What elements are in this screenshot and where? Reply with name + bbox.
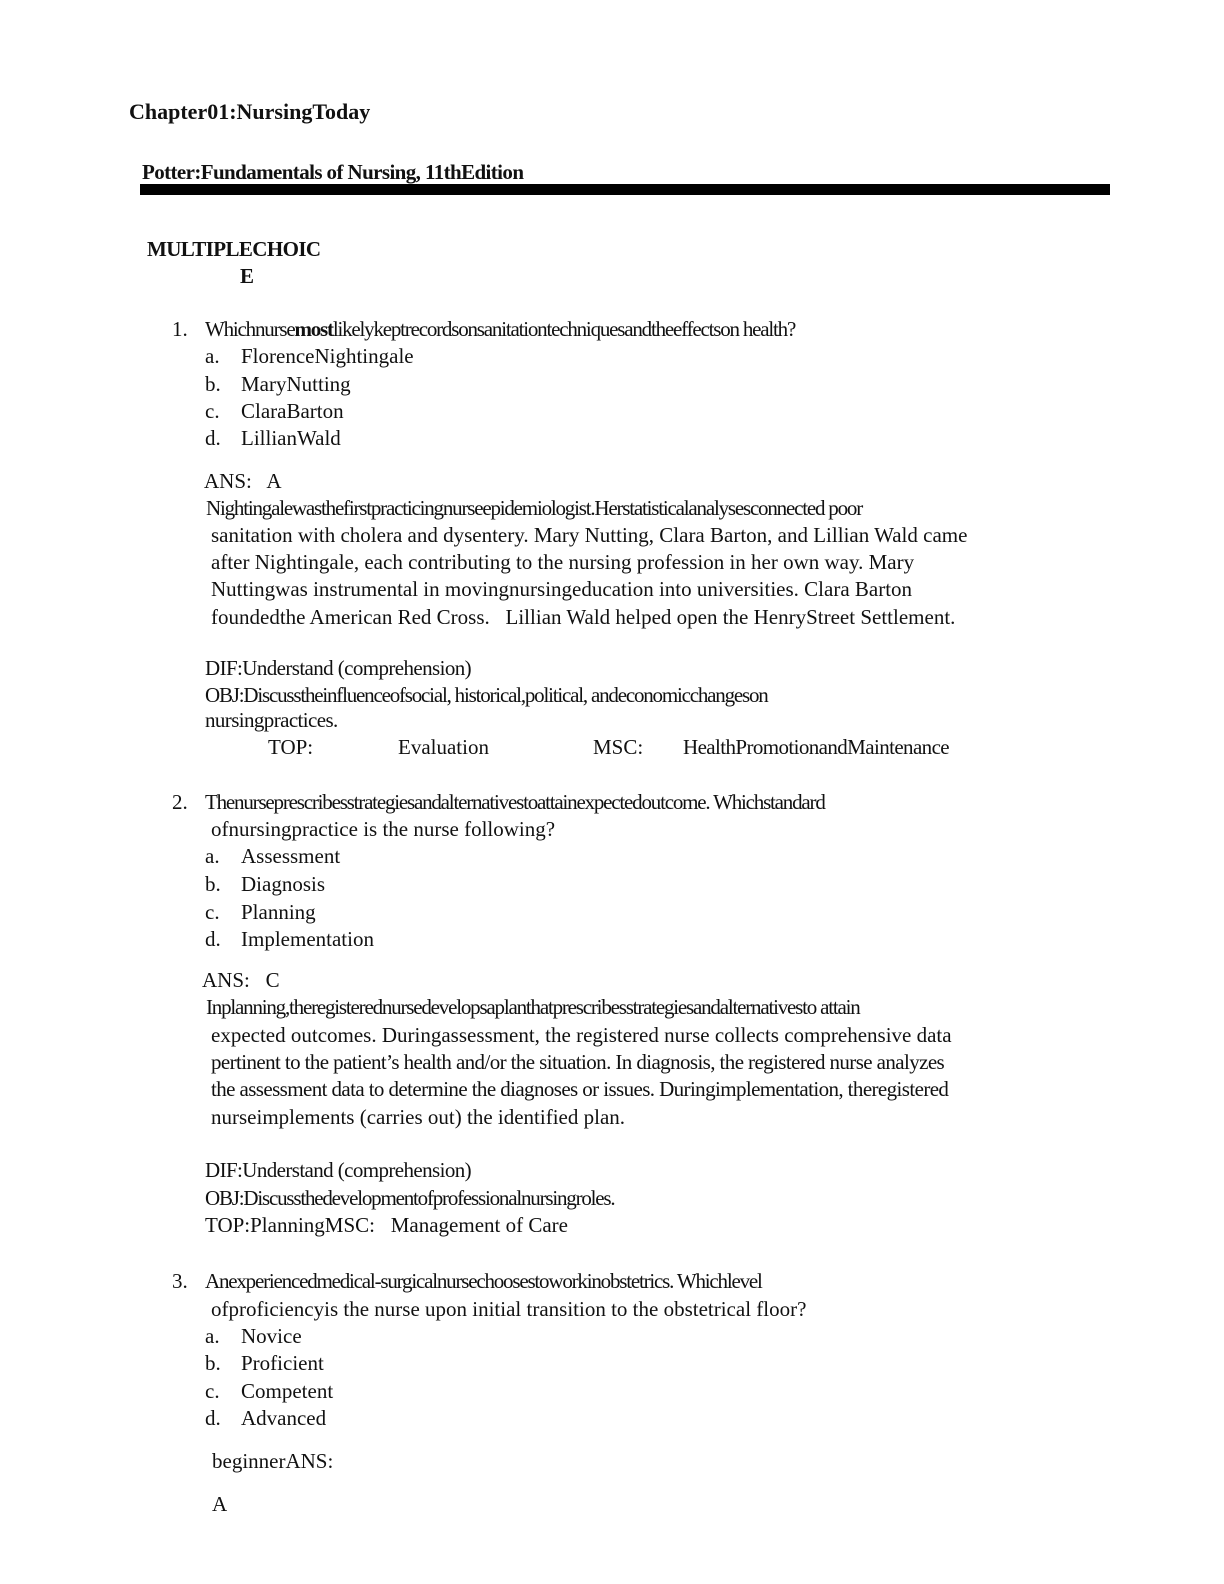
option-letter: b. — [205, 372, 221, 396]
option-d — [205, 1405, 326, 1431]
question-number: 3. — [172, 1269, 188, 1293]
question-stem-cont: ofproficiencyis the nurse upon initial transition to the obstetrical floor? — [211, 1297, 807, 1321]
difficulty: DIF:Understand (comprehension) — [205, 1158, 472, 1182]
option-a — [205, 1323, 302, 1349]
option-text: LillianWald — [241, 426, 341, 450]
option-letter: c. — [205, 900, 220, 924]
option-c — [205, 1378, 333, 1404]
header-rule — [140, 184, 1110, 195]
option-letter: a. — [205, 1324, 220, 1348]
question-stem-cont: ofnursingpractice is the nurse following? — [211, 817, 556, 841]
option-letter: d. — [205, 426, 221, 450]
chapter-title: Chapter01:NursingToday — [129, 99, 371, 124]
rationale-line: nurseimplements (carries out) the identified plan. — [211, 1105, 626, 1129]
rationale-line: the assessment data to determine the diagnoses or issues. Duringimplementation, theregistered — [211, 1077, 949, 1101]
objective: OBJ:Discusstheinfluenceofsocial, historical,political, andeconomicchangeson — [205, 683, 768, 707]
question-stem: Thenurseprescribesstrategiesandalternativestoattainexpectedoutcome. Whichstandard — [205, 790, 825, 814]
answer: ANS: A — [204, 469, 282, 493]
option-d — [205, 926, 374, 952]
rationale-line: after Nightingale, each contributing to the nursing profession in her own way. Mary — [211, 550, 915, 574]
rationale-line: foundedthe American Red Cross. Lillian Wald helped open the HenryStreet Settlement. — [211, 605, 956, 629]
option-letter: b. — [205, 1351, 221, 1375]
option-text: Diagnosis — [241, 872, 325, 896]
stem-text: Whichnurse — [205, 317, 295, 341]
option-letter: c. — [205, 1379, 220, 1403]
option-text: Assessment — [241, 844, 341, 868]
topic-label: TOP: — [268, 735, 314, 759]
option-text: Implementation — [241, 927, 374, 951]
rationale-line: expected outcomes. Duringassessment, the registered nurse collects comprehensive data — [211, 1023, 952, 1047]
option-letter: d. — [205, 1406, 221, 1430]
difficulty: DIF:Understand (comprehension) — [205, 656, 472, 680]
option-text: Planning — [241, 900, 316, 924]
option-text: Proficient — [241, 1351, 324, 1375]
option-text: Advanced — [241, 1406, 327, 1430]
question-number: 1. — [172, 317, 188, 341]
option-letter: a. — [205, 344, 220, 368]
stem-emphasis: most — [294, 317, 333, 341]
answer: ANS: C — [202, 968, 280, 992]
option-text: Competent — [241, 1379, 334, 1403]
question-stem — [205, 316, 795, 342]
topic-msc: TOP:PlanningMSC: Management of Care — [205, 1213, 568, 1237]
section-heading-cont: E — [240, 264, 255, 288]
option-text: MaryNutting — [241, 372, 351, 396]
stem-text: likelykeptrecordsonsanitationtechniquesandtheeffectson health? — [332, 317, 796, 341]
option-a — [205, 843, 340, 869]
option-c — [205, 899, 316, 925]
option-text: Novice — [241, 1324, 302, 1348]
rationale-line: sanitation with cholera and dysentery. Mary Nutting, Clara Barton, and Lillian Wald came — [211, 523, 968, 547]
option-a — [205, 343, 414, 369]
objective: OBJ:Discussthedevelopmentofprofessionalnursingroles. — [205, 1186, 615, 1210]
msc-value: HealthPromotionandMaintenance — [683, 735, 950, 759]
objective-cont: nursingpractices. — [205, 708, 338, 732]
answer-label: beginnerANS: — [212, 1449, 334, 1473]
msc-label: MSC: — [593, 735, 644, 759]
option-letter: c. — [205, 399, 220, 423]
option-text: FlorenceNightingale — [241, 344, 414, 368]
rationale-line: pertinent to the patient’s health and/or the situation. In diagnosis, the registered nurse analyzes — [211, 1050, 945, 1074]
section-heading: MULTIPLECHOIC — [147, 237, 321, 261]
option-letter: b. — [205, 872, 221, 896]
option-d — [205, 425, 341, 451]
option-b — [205, 871, 325, 897]
option-letter: d. — [205, 927, 221, 951]
question-number: 2. — [172, 790, 188, 814]
option-letter: a. — [205, 844, 220, 868]
topic-value: Evaluation — [398, 735, 489, 759]
option-b — [205, 1350, 324, 1376]
answer-value: A — [212, 1492, 228, 1516]
option-text: ClaraBarton — [241, 399, 344, 423]
option-c — [205, 398, 344, 424]
rationale-line: Nightingalewasthefirstpracticingnurseepidemiologist.Herstatisticalanalysesconnected poor — [206, 496, 862, 520]
option-b — [205, 371, 351, 397]
book-title: Potter:Fundamentals of Nursing, 11thEdition — [142, 160, 524, 184]
rationale-line: Nuttingwas instrumental in movingnursingeducation into universities. Clara Barton — [211, 577, 913, 601]
rationale-line: Inplanning,theregisterednursedevelopsaplanthatprescribesstrategiesandalternativesto attain — [206, 995, 860, 1019]
question-stem: Anexperiencedmedical-surgicalnursechoosestoworkinobstetrics. Whichlevel — [205, 1269, 762, 1293]
